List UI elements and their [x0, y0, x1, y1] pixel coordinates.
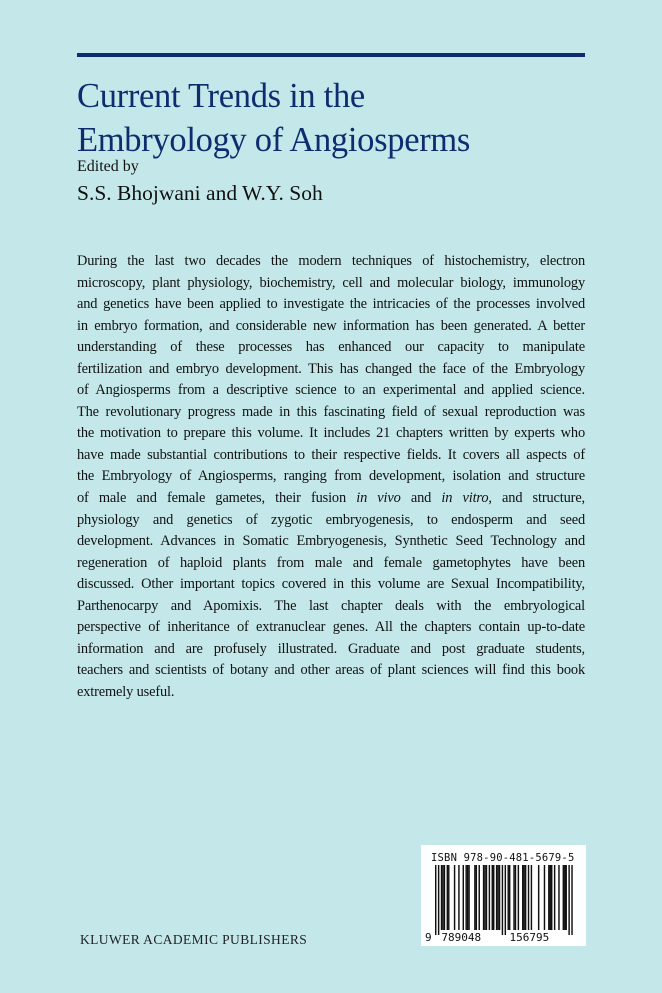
book-title [77, 74, 470, 162]
barcode-bar [483, 865, 484, 930]
barcode-bar [489, 865, 490, 930]
barcode-bar [505, 865, 506, 935]
barcode-bar [497, 865, 498, 930]
barcode-bar [563, 865, 564, 930]
isbn-label: ISBN 978-90-481-5679-5 [431, 852, 575, 864]
barcode-bar [558, 865, 559, 930]
description-line: understanding of these processes has enhanced our capacity to manipulate [77, 339, 585, 356]
barcode-bar [508, 865, 509, 930]
barcode-bar [441, 865, 442, 930]
barcode-bar [538, 865, 539, 930]
publisher: KLUWER ACADEMIC PUBLISHERS [80, 932, 308, 947]
description-line: Parthenocarpy and Apomixis. The last chapter deals with the embryological [77, 597, 585, 614]
barcode-bar [513, 865, 514, 930]
barcode-bar [544, 865, 545, 930]
barcode-bar [463, 865, 464, 930]
barcode-bar [515, 865, 516, 930]
barcode-bar [502, 865, 503, 935]
description-line: have made substantial contributions to their respective fields. It covers all aspects of [77, 446, 585, 463]
barcode-bar [566, 865, 567, 930]
title-line-1: Current Trends in the [77, 77, 365, 115]
description-line: perspective of inheritance of extranuclear genes. All the chapters contain up-to-date [77, 619, 585, 636]
description-line: teachers and scientists of botany and other areas of plant sciences will find this book [77, 662, 585, 679]
book-description [77, 251, 585, 703]
barcode-bar [568, 865, 569, 935]
barcode-bar [435, 865, 436, 935]
barcode-bar [493, 865, 494, 930]
barcode-bar [571, 865, 572, 935]
barcode-bar [518, 865, 519, 930]
description-line: the motivation to prepare this volume. It includes 21 chapters written by experts who [77, 425, 585, 442]
isbn-barcode [421, 845, 586, 946]
barcode-bar [525, 865, 526, 930]
italic-term: in vitro, [441, 490, 492, 507]
description-line: During the last two decades the modern techniques of histochemistry, electron [77, 253, 585, 269]
barcode-bar [447, 865, 448, 930]
barcode-bar [454, 865, 455, 930]
barcode-bar [492, 865, 493, 930]
barcode-bar [468, 865, 469, 930]
barcode-digit-group: 789048 [441, 931, 482, 944]
barcode-bar [550, 865, 551, 930]
barcode-bar [554, 865, 555, 930]
barcode-digit-group: 9 [425, 931, 432, 944]
barcode-bar [474, 865, 475, 930]
editors: S.S. Bhojwani and W.Y. Soh [77, 181, 323, 205]
description-line: The revolutionary progress made in this fascinating field of sexual reproduction was [77, 403, 585, 420]
barcode-bar [531, 865, 532, 930]
barcode-bar [442, 865, 443, 930]
barcode-bar [465, 865, 466, 930]
description-line: discussed. Other important topics covered in this volume are Sexual Incompatibility, [77, 576, 585, 593]
barcode-digit-group: 156795 [509, 931, 550, 944]
title-line-2: Embryology of Angiosperms [77, 121, 471, 159]
description-text: and [400, 490, 442, 507]
description-text: and structure, [491, 490, 585, 507]
barcode-bar [528, 865, 529, 930]
barcode-bar [564, 865, 565, 930]
barcode-digits [421, 931, 586, 945]
description-line: extremely useful. [77, 683, 175, 700]
barcode-bar [551, 865, 552, 930]
description-line: and genetics have been applied to investigate the intricacies of the processes involved [77, 296, 585, 313]
description-text: of male and female gametes, their fusion [77, 490, 357, 507]
edited-by-label: Edited by [77, 158, 139, 175]
description-line: fertilization and embryo development. This has changed the face of the Embryology [77, 360, 585, 377]
barcode-bar [523, 865, 524, 930]
top-rule [77, 53, 585, 57]
barcode-bar [479, 865, 480, 930]
description-line: physiology and genetics of zygotic embryogenesis, to endosperm and seed [77, 511, 585, 528]
barcode-bar [548, 865, 549, 930]
italic-term: in vivo [356, 490, 401, 507]
description-line: information and are profusely illustrated. Graduate and post graduate students, [77, 640, 585, 657]
barcode-bar [444, 865, 445, 930]
barcode-bar [467, 865, 468, 930]
description-line: the Embryology of Angiosperms, ranging from development, isolation and structure [77, 468, 585, 485]
barcode-bar [476, 865, 477, 930]
barcode-bar [486, 865, 487, 930]
barcode-bar [458, 865, 459, 930]
description-line: in embryo formation, and considerable new information has been generated. A better [77, 317, 585, 334]
description-line: regeneration of haploid plants from male and female gametophytes have been [77, 554, 585, 571]
description-line: of Angiosperms from a descriptive science to an experimental and applied science. [77, 382, 585, 399]
barcode-bar [496, 865, 497, 930]
barcode-bar [484, 865, 485, 930]
barcode-bar [509, 865, 510, 930]
barcode-bar [438, 865, 439, 935]
barcode-bar [448, 865, 449, 930]
description-line [77, 488, 585, 510]
barcode-bar [522, 865, 523, 930]
description-line: microscopy, plant physiology, biochemistry, cell and molecular biology, immunology [77, 274, 585, 291]
description-line: development. Advances in Somatic Embryogenesis, Synthetic Seed Technology and [77, 533, 585, 550]
barcode-bar [499, 865, 500, 930]
